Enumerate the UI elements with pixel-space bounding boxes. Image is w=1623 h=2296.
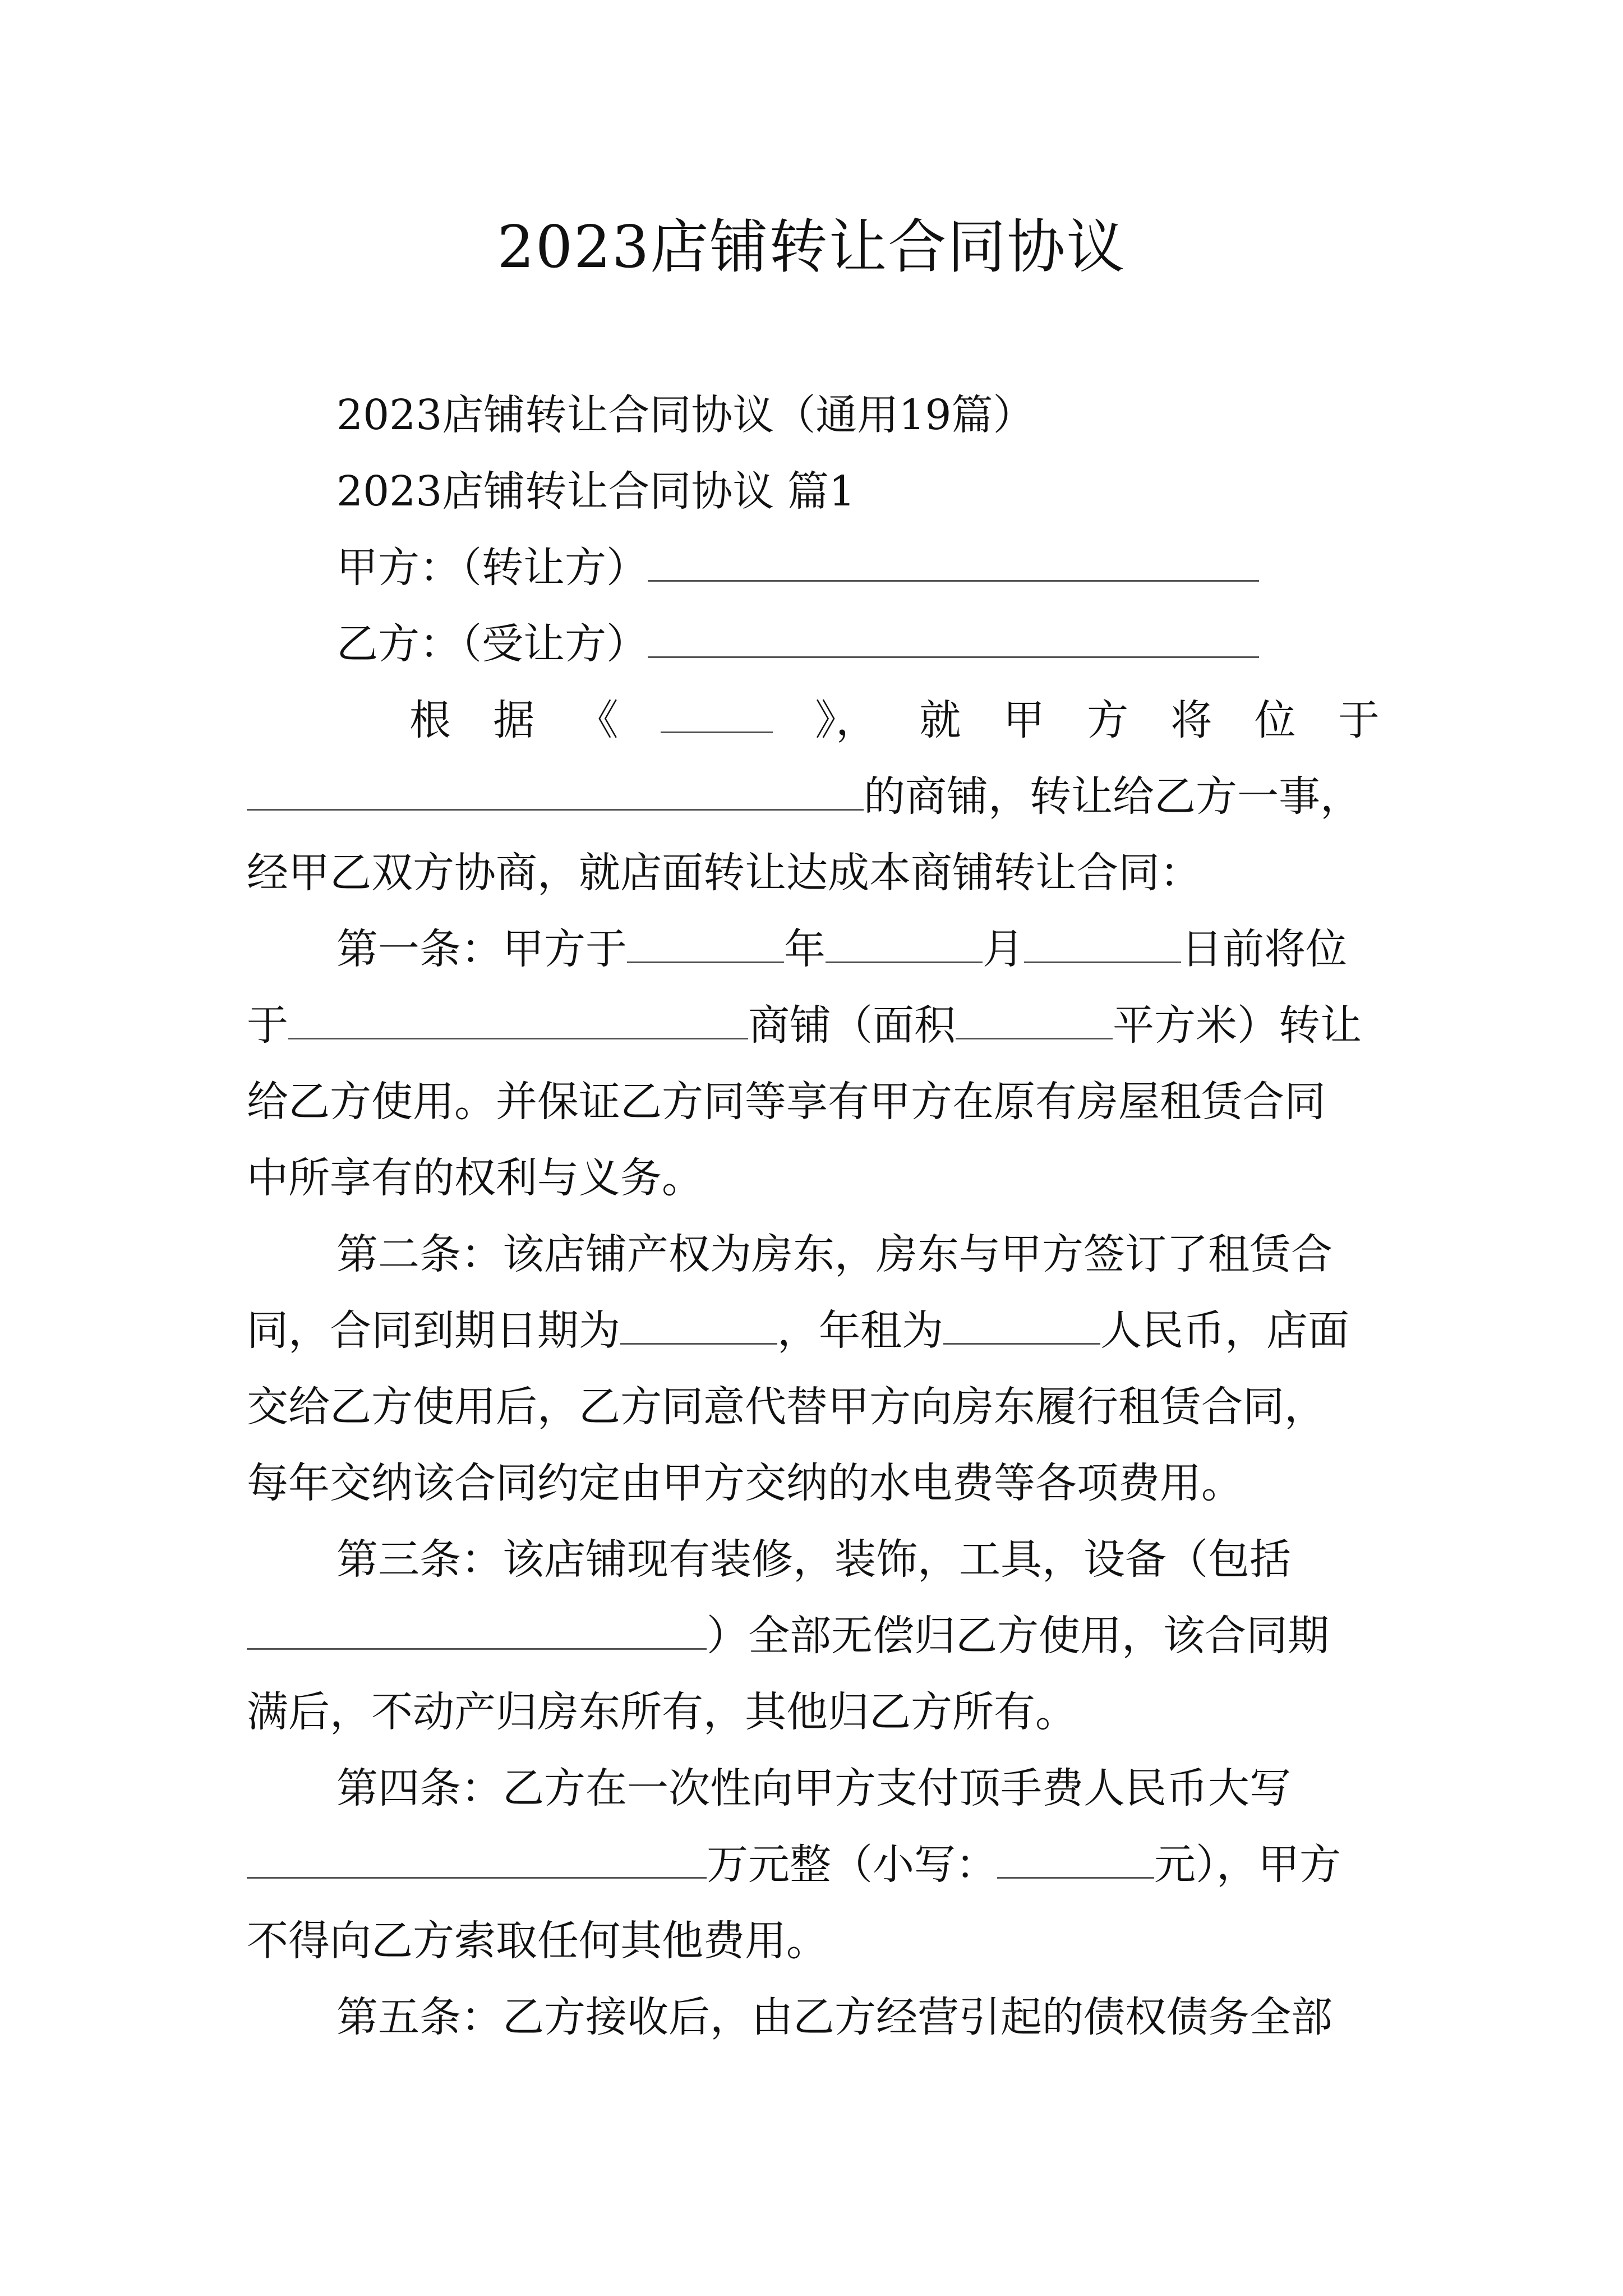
- intro-line-1: [336, 692, 1380, 748]
- intro-justified: [336, 692, 1380, 748]
- article-2-line-4: 每年交纳该合同约定由甲方交纳的水电费等各项费用。: [247, 1459, 1243, 1507]
- article-1-line-2: [247, 997, 1380, 1053]
- article-3-line-2: [247, 1608, 1380, 1664]
- article-1-line-1: [336, 921, 1380, 977]
- article-3-line-3: 满后，不动产归房东所有，其他归乙方所有。: [247, 1688, 1077, 1736]
- intro-char: 就: [919, 696, 961, 744]
- article-1-line-4: 中所享有的权利与义务。: [247, 1154, 703, 1202]
- article-4-line-3: 不得向乙方索取任何其他费用。: [247, 1917, 828, 1965]
- intro-line-2: [247, 769, 1380, 825]
- month-blank: [826, 922, 983, 963]
- text: ，年租为: [777, 1306, 943, 1355]
- article-4-line-2: [247, 1837, 1380, 1893]
- year-blank: [627, 922, 784, 963]
- party-b-line: [336, 616, 1380, 672]
- text: 年: [784, 925, 826, 973]
- article-5-line-1: 第五条：乙方接收后，由乙方经营引起的债权债务全部: [336, 1993, 1332, 2041]
- law-name-blank: [661, 692, 773, 733]
- section-heading: 2023店铺转让合同协议 篇1: [336, 467, 855, 516]
- intro-char: 》，: [815, 696, 878, 744]
- intro-line-3: 经甲乙双方协商，就店面转让达成本商铺转让合同：: [247, 849, 1201, 897]
- article-2-line-2: [247, 1303, 1380, 1359]
- subtitle: 2023店铺转让合同协议（通用19篇）: [336, 391, 1035, 439]
- intro-text: 的商铺，转让给乙方一事，: [864, 772, 1362, 821]
- article-1-line-3: 给乙方使用。并保证乙方同等享有甲方在原有房屋租赁合同: [247, 1078, 1326, 1126]
- text: 日前将位: [1181, 925, 1347, 973]
- amount-lowercase-blank: [997, 1838, 1154, 1879]
- party-b-blank: [648, 617, 1259, 658]
- intro-char: 甲: [1003, 696, 1045, 744]
- text: 于: [247, 1001, 288, 1050]
- article-4-line-1: 第四条：乙方在一次性向甲方支付顶手费人民币大写: [336, 1764, 1291, 1812]
- intro-char: 将: [1170, 696, 1212, 744]
- amount-uppercase-blank: [247, 1838, 707, 1879]
- article-3-line-1: 第三条：该店铺现有装修，装饰，工具，设备（包括: [336, 1535, 1291, 1584]
- intro-char: 《: [577, 696, 619, 744]
- text: 月: [983, 925, 1024, 973]
- expiry-date-blank: [620, 1304, 777, 1345]
- text: 第一条：甲方于: [336, 925, 627, 973]
- text: ）全部无偿归乙方使用，该合同期: [707, 1612, 1329, 1660]
- article-2-line-3: 交给乙方使用后，乙方同意代替甲方向房东履行租赁合同，: [247, 1383, 1326, 1431]
- intro-char: 方: [1087, 696, 1129, 744]
- text: 同，合同到期日期为: [247, 1306, 620, 1355]
- intro-char: 于: [1338, 696, 1380, 744]
- text: 平方米）转让: [1113, 1001, 1362, 1050]
- party-a-label: 甲方：（转让方）: [336, 544, 648, 592]
- day-blank: [1024, 922, 1181, 963]
- document-title: 2023店铺转让合同协议: [497, 213, 1126, 281]
- equipment-blank: [247, 1609, 707, 1650]
- intro-char: 据: [493, 696, 535, 744]
- annual-rent-blank: [943, 1304, 1100, 1345]
- text: 商铺（面积: [748, 1001, 956, 1050]
- location-blank: [247, 770, 864, 811]
- area-blank: [956, 999, 1113, 1039]
- party-b-label: 乙方：（受让方）: [336, 620, 648, 668]
- intro-char: 位: [1254, 696, 1296, 744]
- text: 元），甲方: [1154, 1841, 1341, 1889]
- intro-char: 根: [409, 696, 451, 744]
- article-2-line-1: 第二条：该店铺产权为房东，房东与甲方签订了租赁合: [336, 1230, 1332, 1278]
- text: 人民币，店面: [1100, 1306, 1349, 1355]
- party-a-line: [336, 540, 1380, 596]
- shop-location-blank: [288, 999, 748, 1039]
- text: 万元整（小写：: [707, 1841, 997, 1889]
- party-a-blank: [648, 541, 1259, 582]
